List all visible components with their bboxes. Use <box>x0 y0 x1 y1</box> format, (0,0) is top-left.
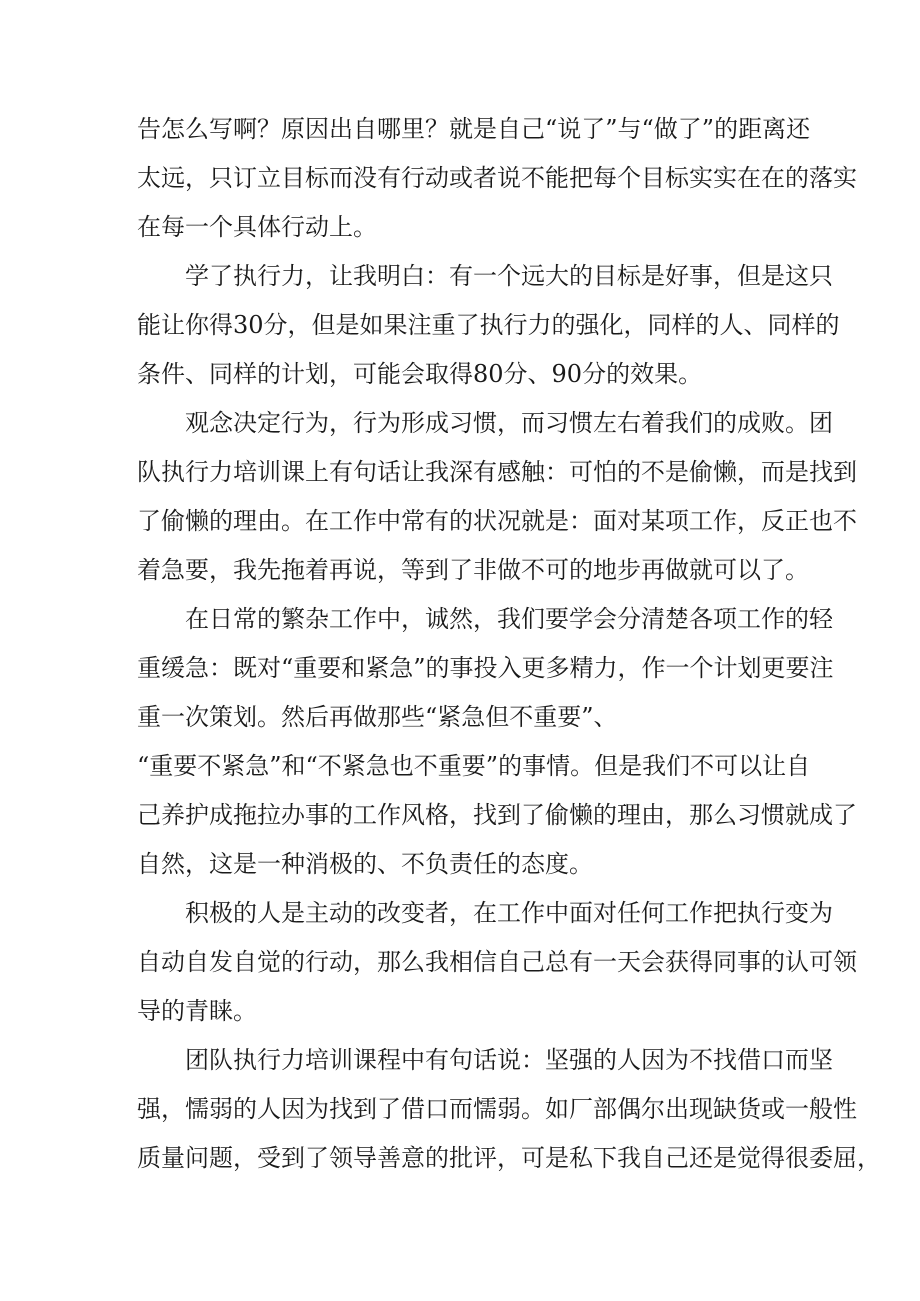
paragraph-1-line-2: 太远，只订立目标而没有行动或者说不能把每个目标实实在在的落实 <box>137 164 857 192</box>
paragraph-5-line-1: 积极的人是主动的改变者，在工作中面对任何工作把执行变为 <box>185 899 833 927</box>
paragraph-3-line-3: 了偷懒的理由。在工作中常有的状况就是：面对某项工作，反正也不 <box>137 507 857 535</box>
paragraph-2-line-2: 能让你得30分，但是如果注重了执行力的强化，同样的人、同样的 <box>137 311 840 339</box>
paragraph-3-line-1: 观念决定行为，行为形成习惯，而习惯左右着我们的成败。团 <box>185 409 833 437</box>
paragraph-1-line-1: 告怎么写啊？原因出自哪里？就是自己“说了”与“做了”的距离还 <box>137 115 811 143</box>
paragraph-1-line-3: 在每一个具体行动上。 <box>137 213 377 241</box>
paragraph-2-line-3: 条件、同样的计划，可能会取得80分、90分的效果。 <box>137 360 703 388</box>
paragraph-2-line-1: 学了执行力，让我明白：有一个远大的目标是好事，但是这只 <box>185 262 833 290</box>
paragraph-4-line-1: 在日常的繁杂工作中，诚然，我们要学会分清楚各项工作的轻 <box>185 605 833 633</box>
paragraph-4-line-2: 重缓急：既对“重要和紧急”的事投入更多精力，作一个计划更要注 <box>137 654 834 682</box>
paragraph-6-line-1: 团队执行力培训课程中有句话说：坚强的人因为不找借口而坚 <box>185 1046 833 1074</box>
paragraph-5-line-2: 自动自发自觉的行动，那么我相信自己总有一天会获得同事的认可领 <box>137 948 857 976</box>
paragraph-6-line-3: 质量问题，受到了领导善意的批评，可是私下我自己还是觉得很委屈， <box>137 1144 881 1172</box>
paragraph-4-line-4: “重要不紧急”和“不紧急也不重要”的事情。但是我们不可以让自 <box>137 752 811 780</box>
paragraph-3-line-4: 着急要，我先拖着再说，等到了非做不可的地步再做就可以了。 <box>137 556 809 584</box>
paragraph-6-line-2: 强，懦弱的人因为找到了借口而懦弱。如厂部偶尔出现缺货或一般性 <box>137 1095 857 1123</box>
paragraph-4-line-3: 重一次策划。然后再做那些“紧急但不重要”、 <box>137 703 618 731</box>
paragraph-5-line-3: 导的青睐。 <box>137 997 257 1025</box>
paragraph-4-line-6: 自然，这是一种消极的、不负责任的态度。 <box>137 850 593 878</box>
paragraph-4-line-5: 己养护成拖拉办事的工作风格，找到了偷懒的理由，那么习惯就成了 <box>137 801 857 829</box>
paragraph-3-line-2: 队执行力培训课上有句话让我深有感触：可怕的不是偷懒，而是找到 <box>137 458 857 486</box>
